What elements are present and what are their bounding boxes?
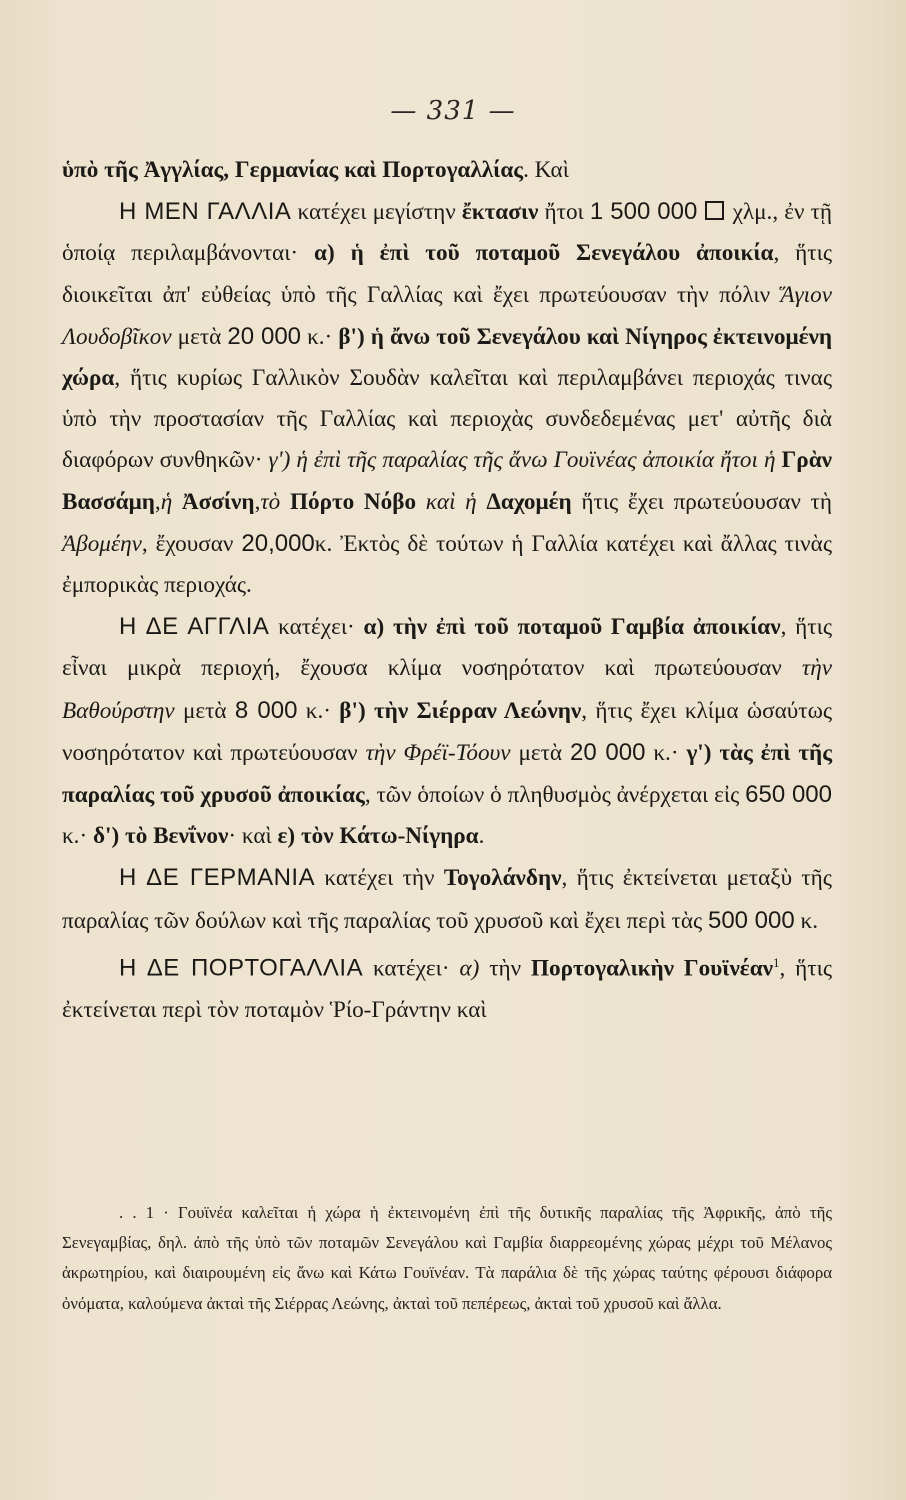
bold-phrase: Γρὰν Βασσάμη bbox=[62, 447, 832, 515]
text-span: . bbox=[478, 823, 485, 850]
italic-phrase: Ἀβομέην bbox=[62, 530, 142, 557]
text-span: μετὰ bbox=[518, 739, 563, 766]
section-head-england: Η ΔΕ ΑΓΓΛΙΑ bbox=[119, 613, 270, 641]
text-span: κατέχει μεγίστην bbox=[297, 199, 456, 226]
text-span: μετὰ bbox=[182, 697, 227, 724]
bold-phrase: ἔκτασιν bbox=[461, 199, 539, 226]
paragraph-england bbox=[62, 606, 832, 857]
text-span: , ἥτις ἐκτείνεται μεταξὺ τῆς παραλίας τῶν δούλων καὶ τῆς παραλίας τοῦ χρυσοῦ καὶ ἔχει περὶ τὰς bbox=[62, 865, 832, 934]
bold-phrase: τὴν ἐπὶ τοῦ ποταμοῦ Γαμβία ἀποικίαν bbox=[392, 614, 781, 641]
number-value: 20,000 bbox=[241, 529, 315, 557]
bold-phrase: ἡ ἄνω τοῦ Σενεγάλου καὶ Νίγηρος ἐκτεινομένη χώρα bbox=[62, 323, 833, 392]
text-span: χλμ., ἐν τῇ ὁποίᾳ περιλαμβάνονται· bbox=[62, 199, 833, 267]
text-span: κ.· bbox=[62, 823, 88, 850]
bold-phrase: τὴν Σιέρραν Λεώνην bbox=[373, 697, 582, 724]
footnote-paragraph bbox=[62, 1198, 832, 1319]
enum-marker: α) bbox=[459, 955, 480, 982]
text-span: κ. Ἐκτὸς δὲ τούτων ἡ Γαλλία κατέχει καὶ ἄλλας τινὰς ἐμπορικὰς περιοχάς. bbox=[62, 530, 832, 599]
number-value: 1 500 000 bbox=[589, 198, 698, 226]
bold-phrase: τὸν Κάτω-Νίγηρα bbox=[300, 823, 479, 850]
text-span: · καὶ bbox=[228, 823, 272, 850]
bold-phrase: ἡ ἐπὶ τοῦ ποταμοῦ Σενεγάλου ἀποικία bbox=[350, 240, 774, 267]
bold-phrase: Πόρτο Νόβο bbox=[289, 488, 417, 515]
italic-phrase: Ἅγιον Λουδοβῖκον bbox=[62, 281, 832, 350]
text-span: , τῶν ὁποίων ὁ πληθυσμὸς ἀνέρχεται εἰς bbox=[364, 782, 740, 809]
paragraph-intro bbox=[62, 150, 832, 191]
paragraph-germany bbox=[62, 857, 832, 941]
footnote bbox=[62, 1198, 832, 1319]
enum-marker: α) bbox=[314, 240, 335, 267]
text-span: κ.· bbox=[305, 697, 331, 724]
text-span: , ἥτις εἶναι μικρὰ περιοχή, ἔχουσα κλίμα νοσηρότατον καὶ πρωτεύουσαν bbox=[62, 614, 833, 682]
number-value: 20 000 bbox=[569, 738, 646, 766]
footnote-text: Γουϊνέα καλεῖται ἡ χώρα ἡ ἐκτεινομένη ἐπὶ τῆς δυτικῆς παραλίας τῆς Ἀφρικῆς, ἀπὸ τῆς Σενεγαμβίας, δηλ. ἀπὸ τῆς ὑπὸ τῶν ποταμῶν Σενεγάλου καὶ Γαμβία διαρρεομένης χώρας μέχρι τοῦ Μέλανος ἀκρωτηρίου, καὶ διαιρουμένη εἰς ἄνω καὶ Κάτω Γουϊνέαν. Τὰ παράλια δὲ τῆς χώρας ταύτης φέρουσι διάφορα ὀνόματα, καλούμενα ἀκταὶ τῆς Σιέρρας Λεώνης, ἀκταὶ τοῦ πεπέρεως, ἀκταὶ τοῦ χρυσοῦ καὶ ἄλλα. bbox=[62, 1203, 832, 1313]
italic-phrase: τὴν Βαθούρστην bbox=[62, 655, 833, 724]
enum-marker: δ') bbox=[93, 823, 120, 850]
section-head-portugal: Η ΔΕ ΠΟΡΤΟΓΑΛΛΙΑ bbox=[119, 954, 364, 982]
bold-phrase: τὸ Βενΐνον bbox=[125, 823, 229, 850]
bold-phrase: Ἀσσίνη bbox=[181, 488, 255, 515]
enum-marker: β') bbox=[338, 323, 365, 350]
text-span: κ.· bbox=[307, 323, 333, 350]
section-head-france: Η ΜΕΝ ΓΑΛΛΙΑ bbox=[119, 198, 292, 226]
italic-phrase: γ') ἡ ἐπὶ τῆς παραλίας τῆς ἄνω Γουϊνέας ἀποικία ἤτοι ἡ bbox=[268, 447, 776, 474]
text-span: , bbox=[254, 488, 261, 515]
page-number: — 331 — bbox=[390, 96, 516, 126]
main-text bbox=[62, 150, 832, 1031]
bold-phrase: Πορτογαλικὴν Γουϊνέαν bbox=[530, 955, 774, 982]
enum-marker: β') bbox=[339, 697, 366, 724]
text-span: , bbox=[154, 488, 161, 515]
bold-phrase: τὰς ἐπὶ τῆς παραλίας τοῦ χρυσοῦ ἀποικίας bbox=[62, 739, 832, 809]
italic-phrase: τὸ bbox=[260, 488, 281, 515]
paragraph-france bbox=[62, 191, 832, 606]
text-span: κατέχει τὴν bbox=[324, 865, 435, 892]
square-km-symbol-icon bbox=[705, 201, 724, 220]
bold-phrase: ὑπὸ τῆς Ἀγγλίας, Γερμανίας καὶ Πορτογαλλίας bbox=[62, 157, 524, 183]
text-span: κ. bbox=[800, 907, 819, 934]
text-span: , ἔχουσαν bbox=[141, 530, 234, 557]
text-span: τὴν bbox=[489, 955, 522, 982]
enum-marker: α) bbox=[363, 614, 385, 641]
text-span: , ἥτις διοικεῖται ἀπ' εὐθείας ὑπὸ τῆς Γαλλίας καὶ ἔχει πρωτεύουσαν τὴν πόλιν bbox=[62, 240, 833, 308]
bold-phrase: Τογολάνδην bbox=[443, 865, 562, 892]
section-head-germany: Η ΔΕ ΓΕΡΜΑΝΙΑ bbox=[119, 864, 316, 892]
text-span: , ἥτις κυρίως Γαλλικὸν Σουδὰν καλεῖται καὶ περιλαμβάνει περιοχάς τινας ὑπὸ τὴν προστασίαν τῆς Γαλλίας καὶ περιοχὰς συνδεδεμένας μετ' αὐτῆς διὰ διαφόρων συνθηκῶν· bbox=[62, 365, 832, 474]
enum-marker: γ') bbox=[686, 739, 712, 766]
number-value: 8 000 bbox=[234, 696, 298, 724]
text-span: κατέχει· bbox=[372, 955, 450, 982]
text-span: ἥτις ἔχει πρωτεύουσαν τὴ bbox=[581, 488, 832, 515]
text-span: μετὰ bbox=[177, 323, 222, 350]
number-value: 650 000 bbox=[745, 781, 832, 809]
text-span: , ἥτις ἔχει κλίμα ὡσαύτως νοσηρότατον καὶ πρωτεύουσαν bbox=[62, 697, 833, 766]
number-value: 500 000 bbox=[707, 906, 795, 934]
footnote-reference: 1 bbox=[773, 954, 780, 970]
text-span: κατέχει· bbox=[278, 614, 355, 641]
text-span: ἤτοι bbox=[544, 199, 584, 226]
number-value: 20 000 bbox=[227, 322, 302, 350]
italic-phrase: καὶ ἡ bbox=[425, 488, 477, 515]
enum-marker: ε) bbox=[277, 823, 296, 850]
italic-phrase: τὴν Φρέϊ-Τόουν bbox=[365, 739, 511, 766]
footnote-marker: . . 1 · bbox=[119, 1203, 169, 1222]
text-span: κ.· bbox=[653, 739, 679, 766]
text-span: . Καὶ bbox=[523, 157, 569, 183]
text-span: , ἥτις ἐκτείνεται περὶ τὸν ποταμὸν Ῥίο-Γράντην καὶ bbox=[62, 955, 833, 1023]
bold-phrase: Δαχομέη bbox=[486, 488, 572, 515]
paragraph-portugal bbox=[62, 942, 832, 1031]
italic-phrase: ἡ bbox=[160, 488, 173, 515]
